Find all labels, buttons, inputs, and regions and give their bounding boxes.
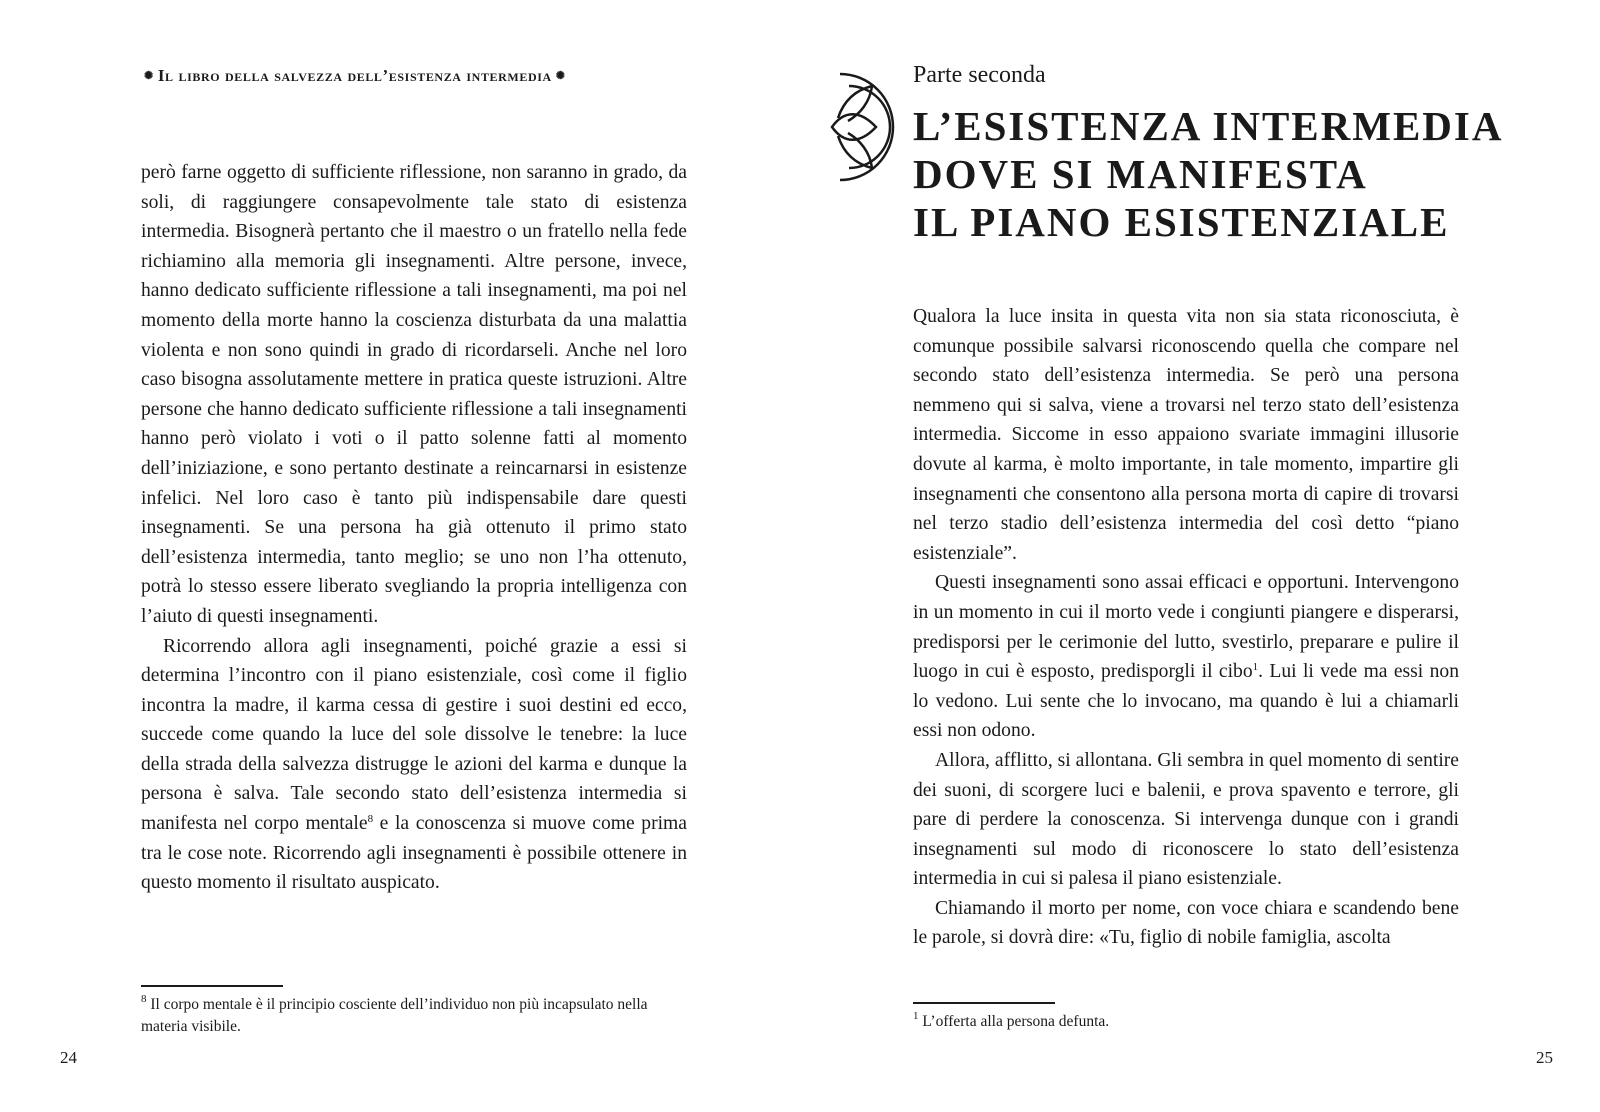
body-text [141, 158, 687, 898]
right-page [800, 0, 1600, 1112]
leaf-emblem-icon [830, 66, 896, 188]
footnote-number: 8 [141, 993, 147, 1005]
page-number: 25 [1536, 1048, 1553, 1067]
part-label: Parte seconda [913, 62, 1046, 88]
footnote [913, 1011, 1461, 1033]
paragraph [913, 568, 1459, 746]
ornament-icon: ✺ [144, 70, 154, 82]
paragraph: Chiamando il morto per nome, con voce chiara e scandendo bene le parole, si dovrà dire: «Tu, figlio di nobile famiglia, ascolta [913, 897, 1459, 949]
chapter-title [913, 102, 1504, 246]
title-line: DOVE SI MANIFESTA [913, 151, 1368, 197]
footnote-number: 1 [913, 1010, 919, 1022]
body-text [913, 302, 1459, 953]
footnote-marker: 1 [1252, 661, 1259, 674]
running-head-text: Il libro della salvezza dell’esistenza intermedia [157, 66, 552, 85]
paragraph-text: Questi insegnamenti sono assai efficaci e opportuni. Intervengono in un momento in cui il morto vede i congiunti piangere e disperarsi, predisporsi per le cerimonie del lutto, svestirlo, preparare e pulire il luogo in cui è esposto, predisporgli il cibo [913, 572, 1459, 683]
footnote-text: L’offerta alla persona defunta. [918, 1013, 1110, 1030]
page-number: 24 [60, 1048, 77, 1067]
footnote-rule [141, 985, 283, 987]
paragraph [141, 632, 687, 898]
paragraph: Allora, afflitto, si allontana. Gli sembra in quel momento di sentire dei suoni, di scorgere luci e balenii, e prova spavento e terrore, gli pare di perdere la conoscenza. Si intervenga dunque con i grandi insegnamenti sul modo di riconoscere lo stato dell’esistenza intermedia in cui si palesa il piano esistenziale. [913, 749, 1459, 890]
paragraph-text: Ricorrendo allora agli insegnamenti, poiché grazie a essi si determina l’incontro con il piano esistenziale, così come il figlio incontra la madre, il karma cessa di gestire i suoi destini ed ecco, succede come quando la luce del sole dissolve le tenebre: la luce della strada della salvezza distrugge le azioni del karma e dunque la persona è salva. Tale secondo stato dell’esistenza intermedia si manifesta nel corpo mentale [141, 635, 687, 835]
running-head [140, 66, 640, 86]
footnote [141, 994, 689, 1038]
title-line: L’ESISTENZA INTERMEDIA [913, 103, 1504, 149]
footnote-text: Il corpo mentale è il principio cosciente dell’individuo non più incapsulato nella materia visibile. [141, 996, 648, 1035]
footnote-rule [913, 1002, 1055, 1004]
footnote-marker: 8 [367, 813, 374, 826]
paragraph: Qualora la luce insita in questa vita non sia stata riconosciuta, è comunque possibile salvarsi riconoscendo quella che compare nel secondo stato dell’esistenza intermedia. Se però una persona nemmeno qui si salva, viene a trovarsi nel terzo stato dell’esistenza intermedia. Siccome in esso appaiono svariate immagini illusorie dovute al karma, è molto importante, in tale momento, impartire gli insegnamenti che consentono alla persona morta di capire di trovarsi nel terzo stadio dell’esistenza intermedia del così detto “piano esistenziale”. [913, 306, 1459, 564]
title-line: IL PIANO ESISTENZIALE [913, 199, 1450, 245]
paragraph-text: . Lui li vede ma essi non lo vedono. Lui sente che lo invocano, ma quando è lui a chiamarli essi non odono. [913, 661, 1460, 742]
paragraph-text: e la conoscenza si muove come prima tra le cose note. Ricorrendo agli insegnamenti è possibile ottenere in questo momento il risultato auspicato. [141, 813, 687, 894]
paragraph: però farne oggetto di sufficiente riflessione, non saranno in grado, da soli, di raggiungere consapevolmente tale stato di esistenza intermedia. Bisognerà pertanto che il maestro o un fratello nella fede richiamino alla memoria gli insegnamenti. Altre persone, invece, hanno dedicato sufficiente riflessione a tali insegnamenti, ma poi nel momento della morte hanno la coscienza disturbata da una malattia violenta e non sono quindi in grado di ricordarseli. Anche nel loro caso bisogna assolutamente mettere in pratica queste istruzioni. Altre persone che hanno dedicato sufficiente riflessione a tali insegnamenti hanno però violato i voti o il patto solenne fatti al momento dell’iniziazione, e sono pertanto destinate a reincarnarsi in esistenze infelici. Nel loro caso è tanto più indispensabile dare questi insegnamenti. Se una persona ha già ottenuto il primo stato dell’esistenza intermedia, tanto meglio; se uno non l’ha ottenuto, potrà lo stesso essere liberato svegliando la propria intelligenza con l’aiuto di questi insegnamenti. [141, 162, 687, 627]
ornament-icon: ✺ [555, 70, 566, 82]
